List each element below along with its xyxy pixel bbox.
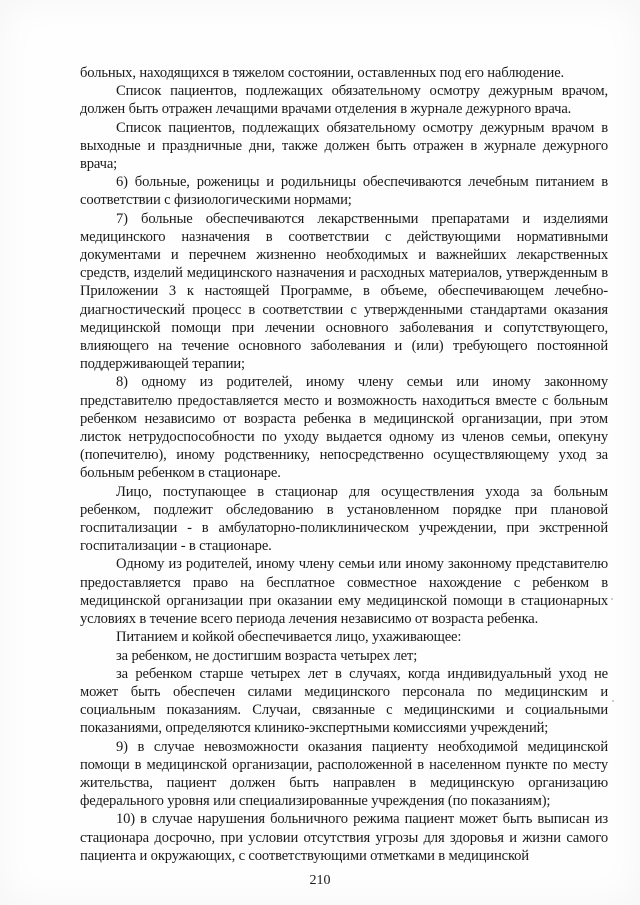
scan-speck — [611, 598, 613, 600]
page-number: 210 — [309, 873, 331, 888]
paragraph-duty-list: Список пациентов, подлежащих обязательному осмотру дежурным врачом, должен быть отражен лечащими врачами отделения в журнале дежурного врача. — [80, 83, 608, 118]
paragraph-item-6: 6) больные, роженицы и родильницы обеспечиваются лечебным питанием в соответствии с физиологическими нормами; — [80, 174, 608, 209]
paragraph-item-10: 10) в случае нарушения больничного режима пациент может быть выписан из стационара досрочно, при условии отсутствия угрозы для здоровья и жизни самого пациента и окружающих, с соответствующими отметками в медицинской — [80, 811, 608, 864]
scan-speck — [612, 700, 614, 702]
paragraph-duty-list-holidays: Список пациентов, подлежащих обязательному осмотру дежурным врачом в выходные и праздничные дни, также должен быть отражен в журнале дежурного врача; — [80, 119, 608, 173]
paragraph-item-9: 9) в случае невозможности оказания пациенту необходимой медицинской помощи в медицинской организации, расположенной в населенном пункте по месту жительства, пациент должен быть направлен в медицинскую организацию федерального уровня или специализированные учреждения (по показаниям); — [80, 738, 608, 810]
paragraph-continuation: больных, находящихся в тяжелом состоянии, оставленных под его наблюдение. — [80, 65, 565, 81]
paragraph-caregiver-exam: Лицо, поступающее в стационар для осуществления ухода за больным ребенком, подлежит обследованию в установленном порядке при плановой госпитализации - в амбулаторно-поликлиническом учреждении, при экстренной госпитализации - в стационаре. — [80, 483, 608, 555]
paragraph-over-four: за ребенком старше четырех лет в случаях, когда индивидуальный уход не может быть обеспечен силами медицинского персонала по медицинским и социальным показаниям. Случаи, связанные с медицинскими и социальными показаниями, определяются клинико-экспертными комиссиями учреждений; — [80, 665, 608, 737]
paragraph-free-stay: Одному из родителей, иному члену семьи или иному законному представителю предоставляется право на бесплатное совместное нахождение с ребенком в медицинской организации при оказании ему медицинской помощи в стационарных условиях в течение всего периода лечения независимо от возраста ребенка. — [80, 556, 608, 628]
paragraph-under-four: за ребенком, не достигшим возраста четырех лет; — [116, 647, 418, 664]
document-body — [80, 64, 608, 865]
paragraph-item-7: 7) больные обеспечиваются лекарственными препаратами и изделиями медицинского назначения в соответствии с действующими нормативными документами и перечнем жизненно необходимых и важнейших лекарственных средств, изделий медицинского назначения и расходных материалов, утвержденным в Приложении 3 к настоящей Программе, в объеме, обеспечивающем лечебно-диагностический процесс в соответствии с утвержденными стандартами оказания медицинской помощи при лечении основного заболевания и сопутствующего, влияющего на течение основного заболевания и (или) требующего постоянной поддерживающей терапии; — [80, 210, 608, 373]
paragraph-food-bed: Питанием и койкой обеспечивается лицо, ухаживающее: — [116, 629, 462, 646]
paragraph-item-8: 8) одному из родителей, иному члену семьи или иному законному представителю предоставляется место и возможность находиться вместе с больным ребенком независимо от возраста ребенка в медицинской организации, при этом листок нетрудоспособности по уходу выдается одному из членов семьи, опекуну (попечителю), иному родственнику, непосредственно осуществляющему уход за больным ребенком в стационаре. — [80, 374, 608, 482]
